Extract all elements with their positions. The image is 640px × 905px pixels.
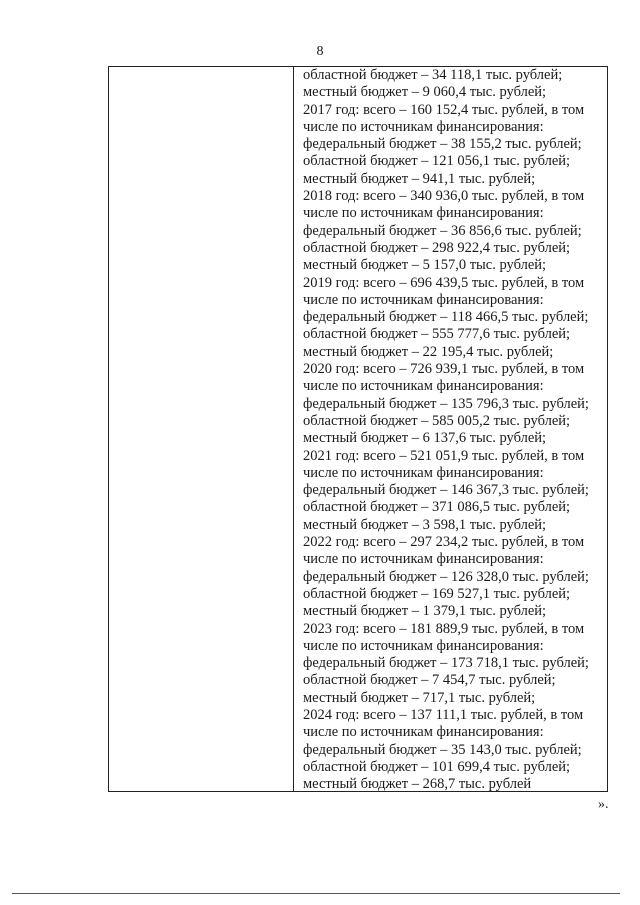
- financing-line: областной бюджет – 585 005,2 тыс. рублей;: [303, 412, 571, 429]
- page-number: 8: [316, 44, 324, 59]
- financing-line: областной бюджет – 7 454,7 тыс. рублей;: [303, 672, 556, 689]
- financing-line: федеральный бюджет – 126 328,0 тыс. рублей;: [303, 568, 589, 585]
- financing-line: 2017 год: всего – 160 152,4 тыс. рублей, в том: [303, 101, 585, 118]
- financing-line: местный бюджет – 717,1 тыс. рублей;: [303, 689, 536, 706]
- financing-line: областной бюджет – 101 699,4 тыс. рублей;: [303, 758, 571, 775]
- financing-line: 2020 год: всего – 726 939,1 тыс. рублей, в том: [303, 361, 585, 378]
- financing-line: федеральный бюджет – 173 718,1 тыс. рублей;: [303, 655, 589, 672]
- financing-line: местный бюджет – 22 195,4 тыс. рублей;: [303, 343, 554, 360]
- financing-line: федеральный бюджет – 35 143,0 тыс. рублей;: [303, 741, 582, 758]
- financing-line: областной бюджет – 298 922,4 тыс. рублей;: [303, 239, 571, 256]
- financing-line: числе по источникам финансирования:: [303, 637, 544, 654]
- financing-line: числе по источникам финансирования:: [303, 551, 544, 568]
- financing-line: областной бюджет – 169 527,1 тыс. рублей;: [303, 585, 571, 602]
- financing-line: областной бюджет – 121 056,1 тыс. рублей;: [303, 153, 571, 170]
- financing-line: областной бюджет – 555 777,6 тыс. рублей;: [303, 326, 571, 343]
- financing-line: числе по источникам финансирования:: [303, 205, 544, 222]
- financing-line: 2022 год: всего – 297 234,2 тыс. рублей, в том: [303, 534, 585, 551]
- financing-line: местный бюджет – 3 598,1 тыс. рублей;: [303, 516, 547, 533]
- financing-line: федеральный бюджет – 36 856,6 тыс. рублей;: [303, 222, 582, 239]
- financing-line: 2018 год: всего – 340 936,0 тыс. рублей, в том: [303, 188, 585, 205]
- financing-line: числе по источникам финансирования:: [303, 464, 544, 481]
- financing-line: числе по источникам финансирования:: [303, 378, 544, 395]
- financing-line: местный бюджет – 5 157,0 тыс. рублей;: [303, 257, 547, 274]
- financing-text-cell: [294, 67, 607, 791]
- financing-line: областной бюджет – 371 086,5 тыс. рублей;: [303, 499, 571, 516]
- financing-line: местный бюджет – 268,7 тыс. рублей: [303, 776, 532, 793]
- financing-line: числе по источникам финансирования:: [303, 118, 544, 135]
- financing-line: федеральный бюджет – 135 796,3 тыс. рублей;: [303, 395, 589, 412]
- financing-line: числе по источникам финансирования:: [303, 724, 544, 741]
- financing-table: [108, 66, 608, 792]
- financing-line: федеральный бюджет – 38 155,2 тыс. рублей;: [303, 136, 582, 153]
- financing-line: 2019 год: всего – 696 439,5 тыс. рублей, в том: [303, 274, 585, 291]
- financing-line: местный бюджет – 6 137,6 тыс. рублей;: [303, 430, 547, 447]
- financing-line: числе по источникам финансирования:: [303, 291, 544, 308]
- financing-line: федеральный бюджет – 146 367,3 тыс. рублей;: [303, 482, 589, 499]
- table-left-cell: [109, 67, 294, 791]
- closing-quote-mark: ».: [598, 797, 609, 812]
- financing-line: 2024 год: всего – 137 111,1 тыс. рублей, в том: [303, 706, 584, 723]
- financing-line: местный бюджет – 941,1 тыс. рублей;: [303, 170, 536, 187]
- financing-line: областной бюджет – 34 118,1 тыс. рублей;: [303, 67, 563, 83]
- financing-line: местный бюджет – 9 060,4 тыс. рублей;: [303, 84, 547, 101]
- financing-line: местный бюджет – 1 379,1 тыс. рублей;: [303, 603, 547, 620]
- financing-line: федеральный бюджет – 118 466,5 тыс. рублей;: [303, 309, 589, 326]
- financing-line: 2023 год: всего – 181 889,9 тыс. рублей, в том: [303, 620, 585, 637]
- financing-line: 2021 год: всего – 521 051,9 тыс. рублей, в том: [303, 447, 585, 464]
- footer-rule: [12, 893, 620, 894]
